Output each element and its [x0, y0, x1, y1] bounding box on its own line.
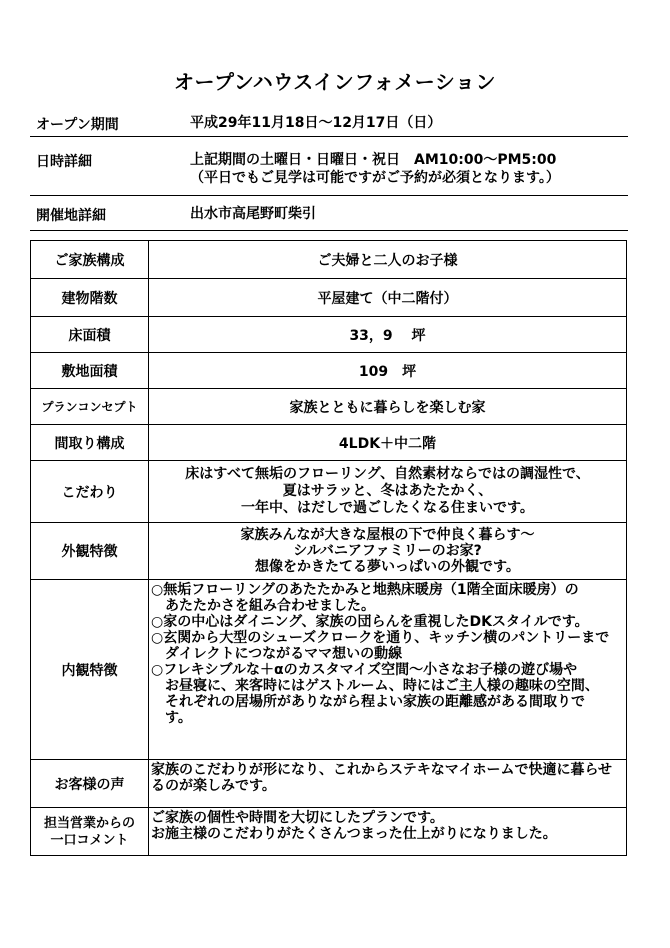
- row-floors: [31, 279, 627, 317]
- interior-value: [149, 580, 627, 760]
- concept-value: 家族とともに暮らしを楽しむ家: [149, 389, 627, 425]
- info-row-details: [30, 136, 628, 196]
- interior-line: あたたかさを組み合わせました。: [151, 598, 375, 614]
- row-floor-area: [31, 317, 627, 353]
- info-row-location: [30, 195, 628, 231]
- row-exterior: [31, 523, 627, 580]
- interior-line: ○フレキシブルな＋αのカスタマイズ空間～小さなお子様の遊び場や: [151, 662, 578, 678]
- row-interior: [31, 580, 627, 760]
- interior-line: す。: [151, 710, 192, 726]
- layout-value: 4LDK＋中二階: [149, 425, 627, 461]
- details-line-2: （平日でもご見学は可能ですがご予約が必須となります。）: [190, 170, 560, 186]
- period-label: オープン期間: [36, 117, 119, 133]
- exterior-label: 外観特徴: [31, 523, 149, 580]
- interior-line: ○無垢フローリングのあたたかみと地熱床暖房（1階全面床暖房）の: [151, 582, 579, 598]
- comment-line: ご家族の個性や時間を大切にしたプランです。: [151, 810, 444, 826]
- row-kodawari: [31, 461, 627, 523]
- comment-label: [31, 808, 149, 856]
- interior-line: ダイレクトにつながるママ想いの動線: [151, 646, 403, 662]
- floor-area-value: 33，9 坪: [149, 317, 627, 353]
- row-voice: [31, 760, 627, 808]
- row-comment: [31, 808, 627, 856]
- comment-value: [149, 808, 627, 856]
- interior-line: それぞれの居場所がありながら程よい家族の距離感がある間取りで: [151, 694, 585, 710]
- details-line-1: 上記期間の土曜日・日曜日・祝日 AM10:00～PM5:00: [190, 152, 557, 168]
- interior-line: ○家の中心はダイニング、家族の団らんを重視したDKスタイルです。: [151, 614, 589, 630]
- exterior-line: シルバニアファミリーのお家?: [293, 543, 482, 559]
- kodawari-label: こだわり: [31, 461, 149, 523]
- kodawari-value: [149, 461, 627, 523]
- floors-value: 平屋建て（中二階付）: [149, 279, 627, 317]
- voice-line: 家族のこだわりが形になり、これからステキなマイホームで快適に暮らせ: [151, 762, 613, 778]
- row-family: [31, 241, 627, 279]
- comment-line: お施主様のこだわりがたくさんつまった仕上がりになりました。: [151, 826, 557, 842]
- kodawari-line: 床はすべて無垢のフローリング、自然素材ならではの調湿性で、: [185, 466, 590, 482]
- exterior-line: 家族みんなが大きな屋根の下で仲良く暮らす～: [240, 527, 535, 543]
- interior-label: 内観特徴: [31, 580, 149, 760]
- interior-line: お昼寝に、来客時にはゲストルーム、時にはご主人様の趣味の空間、: [151, 678, 599, 694]
- house-details-table: [30, 240, 627, 856]
- family-label: ご家族構成: [31, 241, 149, 279]
- exterior-line: 想像をかきたてる夢いっぱいの外観です。: [255, 559, 520, 575]
- kodawari-line: 夏はサラッと、冬はあたたかく、: [282, 483, 493, 499]
- location-label: 開催地詳細: [36, 208, 106, 224]
- voice-line: るのが楽しみです。: [151, 778, 276, 794]
- page-title: オープンハウスインフォメーション: [174, 70, 496, 94]
- kodawari-line: 一年中、はだしで過ごしたくなる住まいです。: [241, 500, 534, 516]
- details-label: 日時詳細: [36, 154, 92, 170]
- floors-label: 建物階数: [31, 279, 149, 317]
- location-value: 出水市高尾野町柴引: [190, 206, 316, 222]
- row-land-area: [31, 353, 627, 389]
- family-value: ご夫婦と二人のお子様: [149, 241, 627, 279]
- interior-line: ○玄関から大型のシューズクロークを通り、キッチン横のパントリーまで: [151, 630, 610, 646]
- land-area-value: 109 坪: [149, 353, 627, 389]
- exterior-value: [149, 523, 627, 580]
- comment-label-line: 担当営業からの: [43, 815, 135, 831]
- land-area-label: 敷地面積: [31, 353, 149, 389]
- info-row-period: [30, 108, 628, 137]
- voice-value: [149, 760, 627, 808]
- period-value: 平成29年11月18日～12月17日（日）: [190, 115, 442, 131]
- row-concept: [31, 389, 627, 425]
- comment-label-line: 一口コメント: [50, 832, 129, 848]
- layout-label: 間取り構成: [31, 425, 149, 461]
- floor-area-label: 床面積: [31, 317, 149, 353]
- concept-label: プランコンセプト: [31, 389, 149, 425]
- row-layout: [31, 425, 627, 461]
- details-value: [190, 151, 560, 187]
- voice-label: お客様の声: [31, 760, 149, 808]
